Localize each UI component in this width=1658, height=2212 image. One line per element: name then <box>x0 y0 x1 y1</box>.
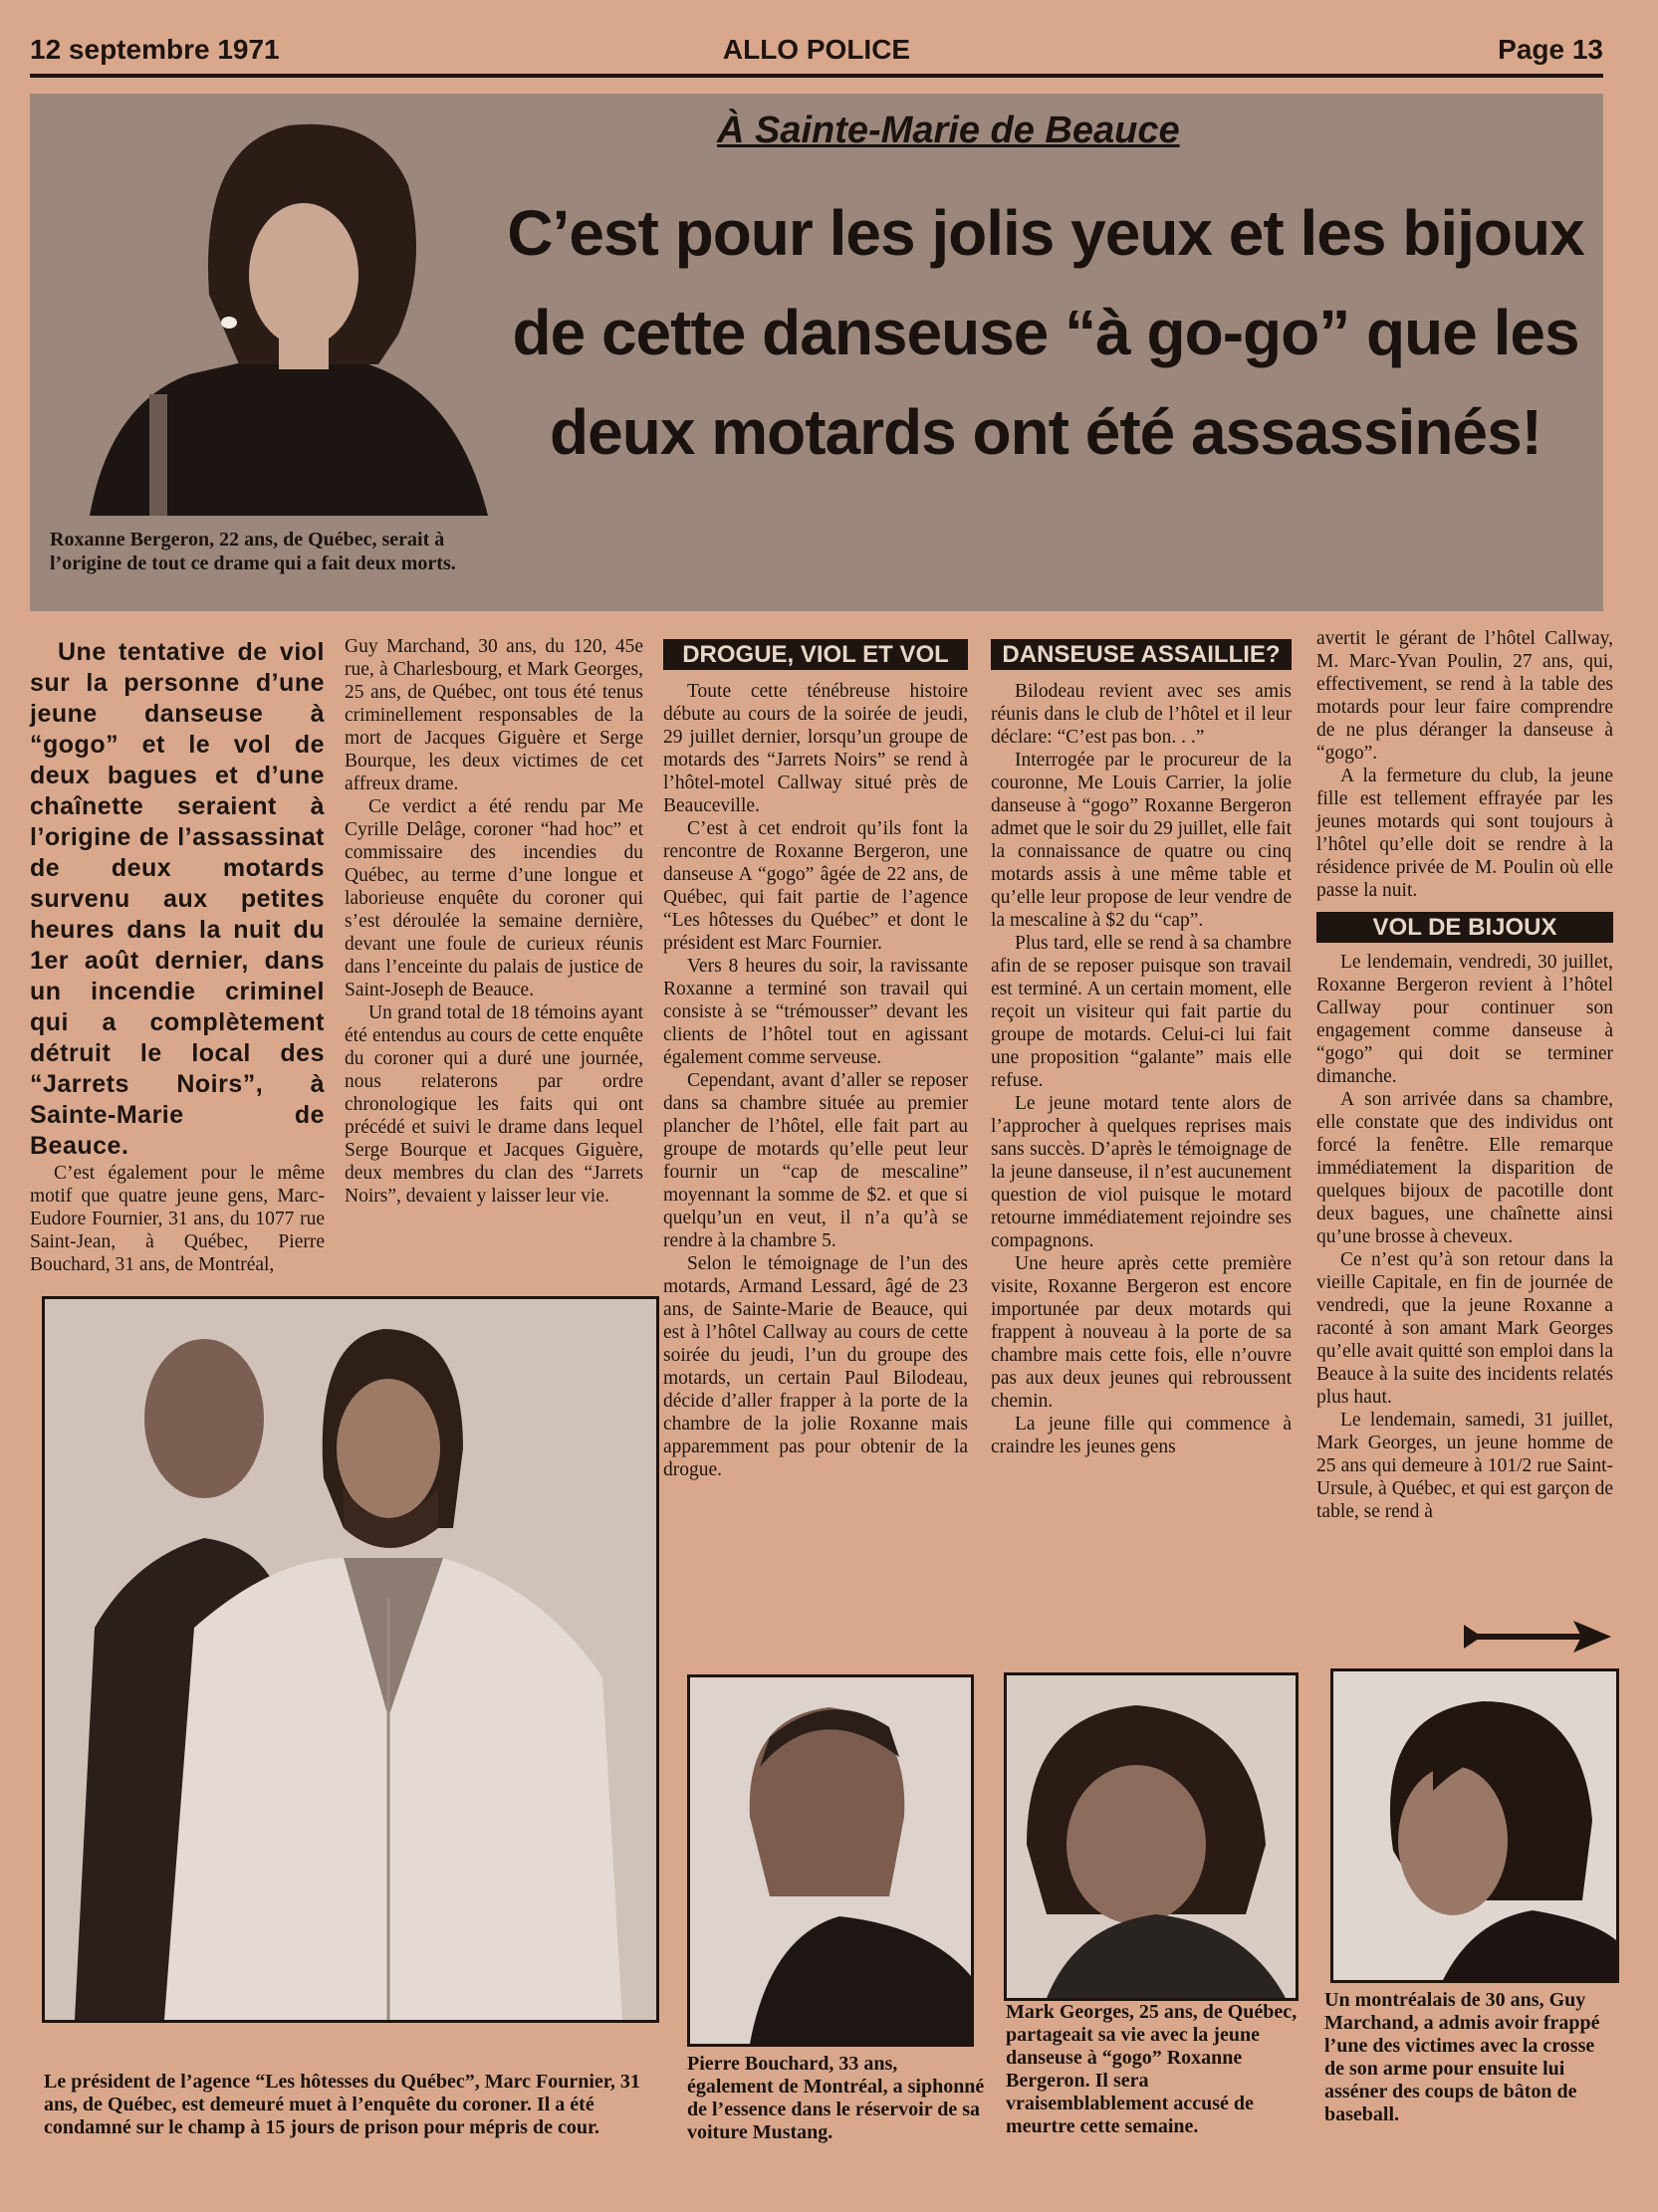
marchand-photo <box>1330 1668 1619 1983</box>
paragraph: Plus tard, elle se rend à sa chambre afin de se reposer puisque son travail est terminé. A un certain moment, elle reçoit un visiteur qui fait partie du groupe de motards. Celui-ci lui fait une proposition “galante” mais elle refuse. <box>991 933 1292 1091</box>
article-column-4 <box>991 639 1292 1458</box>
paragraph: C’est également pour le même motif que quatre jeune gens, Marc-Eudore Fournier, 31 ans, du 1077 rue Saint-Jean, à Québec, Pierre Bouchard, 31 ans, de Montréal, <box>30 1163 325 1275</box>
paragraph: Un grand total de 18 témoins ayant été entendus au cours de cette enquête du coroner qui a duré une journée, nous relaterons par ordre chronologique les faits qui ont précédé et suivi le drame dans lequel Serge Bourque et Jacques Giguère, deux membres du clan des “Jarrets Noirs”, devaient y laisser leur vie. <box>345 1002 643 1207</box>
paragraph: Guy Marchand, 30 ans, du 120, 45e rue, à Charlesbourg, et Mark Georges, 25 ans, de Québec, ont tous été tenus criminellement responsables de la mort de Jacques Giguère et Serge Bourque, les deux victimes de cet affreux drame. <box>345 636 643 794</box>
section-heading-drogue: DROGUE, VIOL ET VOL <box>663 639 968 670</box>
masthead <box>30 34 1603 78</box>
fournier-photo <box>42 1296 659 2023</box>
paragraph: Cependant, avant d’aller se reposer dans sa chambre située au premier plancher de l’hôtel, elle fait part au groupe de motards qu’elle peut leur fournir un “cap de mescaline” moyennant la somme de $2. et que si quelqu’un en veut, il n’a qu’à se rendre à la chambre 5. <box>663 1070 968 1251</box>
bouchard-caption: Pierre Bouchard, 33 ans, également de Montréal, a siphonné de l’essence dans le réservoir de sa voiture Mustang. <box>687 2053 985 2143</box>
publication-title: ALLO POLICE <box>722 34 911 65</box>
paragraph: Interrogée par le procureur de la couronne, Me Louis Carrier, la jolie danseuse à “gogo” Roxanne Bergeron admet que le soir du 29 juillet, elle fait la connaissance de quatre ou cinq motards assis à une même table et qu’elle leur propose de leur vendre de la mescaline à $2 du “cap”. <box>991 750 1292 931</box>
paragraph: Ce verdict a été rendu par Me Cyrille Delâge, coroner “had hoc” et commissaire des incendies du Québec, au terme d’une longue et laborieuse enquête du coroner qui s’est déroulée la semaine dernière, devant une foule de curieux réunis dans l’enceinte du palais de justice de Saint-Joseph de Beauce. <box>345 796 643 1000</box>
section-heading-vol: VOL DE BIJOUX <box>1316 912 1613 943</box>
marchand-caption: Un montréalais de 30 ans, Guy Marchand, a admis avoir frappé l’une des victimes avec la crosse de son arme pour ensuite lui asséner des coups de bâton de baseball. <box>1324 1989 1600 2125</box>
bouchard-photo <box>687 1674 974 2047</box>
paragraph: Le jeune motard tente alors de l’approcher à quelques reprises mais sans succès. D’après le témoignage de la jeune danseuse, il n’est aucunement question de viol puisque le motard retourne immédiatement rejoindre ses compagnons. <box>991 1093 1292 1251</box>
paragraph: Une heure après cette première visite, Roxanne Bergeron est encore importunée par deux motards qui frappent à nouveau à la porte de sa chambre mais cette fois, elle n’ouvre pas aux deux jeunes qui rebroussent chemin. <box>991 1253 1292 1412</box>
paragraph: A son arrivée dans sa chambre, elle constate que des individus ont forcé la fenêtre. Elle remarque immédiatement la disparition de quelques bijoux de pacotille dont deux bagues, une chaînette ainsi qu’une brosse à cheveux. <box>1316 1089 1613 1247</box>
paragraph: avertit le gérant de l’hôtel Callway, M. Marc-Yvan Poulin, 27 ans, qui, effectivement, se rend à la table des motards pour leur faire comprendre de ne plus déranger la danseuse à “gogo”. <box>1316 628 1613 764</box>
paragraph: C’est à cet endroit qu’ils font la rencontre de Roxanne Bergeron, une danseuse A “gogo” âgée de 22 ans, de Québec, qui fait partie de l’agence “Les hôtesses du Québec” et dont le président est Marc Fournier. <box>663 818 968 954</box>
headline-title: C’est pour les jolis yeux et les bijoux de cette danseuse “à go-go” que les deux motards ont été assassinés! <box>507 197 1584 468</box>
article-column-1 <box>30 637 325 1276</box>
paragraph: Le lendemain, samedi, 31 juillet, Mark Georges, un jeune homme de 25 ans qui demeure à 101/2 rue Saint-Ursule, à Québec, et qui est garçon de table, se rend à <box>1316 1410 1613 1522</box>
article-column-3 <box>663 639 968 1481</box>
roxanne-portrait-photo <box>80 106 508 516</box>
fournier-caption: Le président de l’agence “Les hôtesses du Québec”, Marc Fournier, 31 ans, de Québec, est demeuré muet à l’enquête du coroner. Il a été condamné sur le champ à 15 jours de prison pour mépris de cour. <box>44 2071 640 2138</box>
portrait-caption: Roxanne Bergeron, 22 ans, de Québec, serait à l’origine de tout ce drame qui a fait deux morts. <box>50 529 456 574</box>
lead-paragraph: Une tentative de viol sur la personne d’une jeune danseuse à “gogo” et le vol de deux bagues et d’une chaînette seraient à l’origine de l’assassinat de deux motards survenu aux petites heures dans la nuit du 1er août dernier, dans un incendie criminel qui a complètement détruit le local des “Jarrets Noirs”, à Sainte-Marie de Beauce. <box>30 638 325 1160</box>
paragraph: Selon le témoignage de l’un des motards, Armand Lessard, âgé de 23 ans, de Sainte-Marie de Beauce, qui est à l’hôtel Callway au cours de cette soirée du jeudi, l’un du groupe des motards, un certain Paul Bilodeau, décide d’aller frapper à la porte de la chambre de la jolie Roxanne mais apparemment pas pour obtenir de la drogue. <box>663 1253 968 1480</box>
paragraph: Ce n’est qu’à son retour dans la vieille Capitale, en fin de journée de vendredi, que la jeune Roxanne a raconté à son amant Mark Georges qu’elle avait quitté son emploi dans la Beauce à la suite des incidents relatés plus haut. <box>1316 1249 1613 1408</box>
paragraph: Le lendemain, vendredi, 30 juillet, Roxanne Bergeron revient à l’hôtel Callway pour continuer son engagement comme danseuse à “gogo” qui doit se terminer dimanche. <box>1316 952 1613 1087</box>
article-column-2 <box>345 635 643 1208</box>
paragraph: A la fermeture du club, la jeune fille est tellement effrayée par les jeunes motards qui sont toujours à l’hôtel qu’elle doit se rendre à la résidence privée de M. Poulin où elle passe la nuit. <box>1316 766 1613 901</box>
paragraph: Bilodeau revient avec ses amis réunis dans le club de l’hôtel et il leur déclare: “C’est pas bon. . .” <box>991 681 1292 748</box>
continue-arrow-icon <box>1464 1617 1613 1657</box>
georges-photo <box>1004 1672 1299 2001</box>
paragraph: Vers 8 heures du soir, la ravissante Roxanne a terminé son travail qui consiste à se “trémousser” devant les clients de l’hôtel tout en agissant également comme serveuse. <box>663 956 968 1068</box>
page-number: Page 13 <box>1498 34 1603 65</box>
section-heading-danseuse: DANSEUSE ASSAILLIE? <box>991 639 1292 670</box>
headline-kicker: À Sainte-Marie de Beauce <box>717 110 1180 151</box>
paragraph: La jeune fille qui commence à craindre les jeunes gens <box>991 1414 1292 1457</box>
paragraph: Toute cette ténébreuse histoire débute au cours de la soirée de jeudi, 29 juillet dernier, lorsqu’un groupe de motards des “Jarrets Noirs” se rend à l’hôtel-motel Callway situé près de Beauceville. <box>663 681 968 816</box>
georges-caption: Mark Georges, 25 ans, de Québec, partageait sa vie avec la jeune danseuse à “gogo” Roxanne Bergeron. Il sera vraisemblablement accusé de meurtre cette semaine. <box>1006 2001 1298 2137</box>
article-column-5 <box>1316 627 1613 1523</box>
headline-box <box>30 94 1603 611</box>
issue-date: 12 septembre 1971 <box>30 34 280 65</box>
